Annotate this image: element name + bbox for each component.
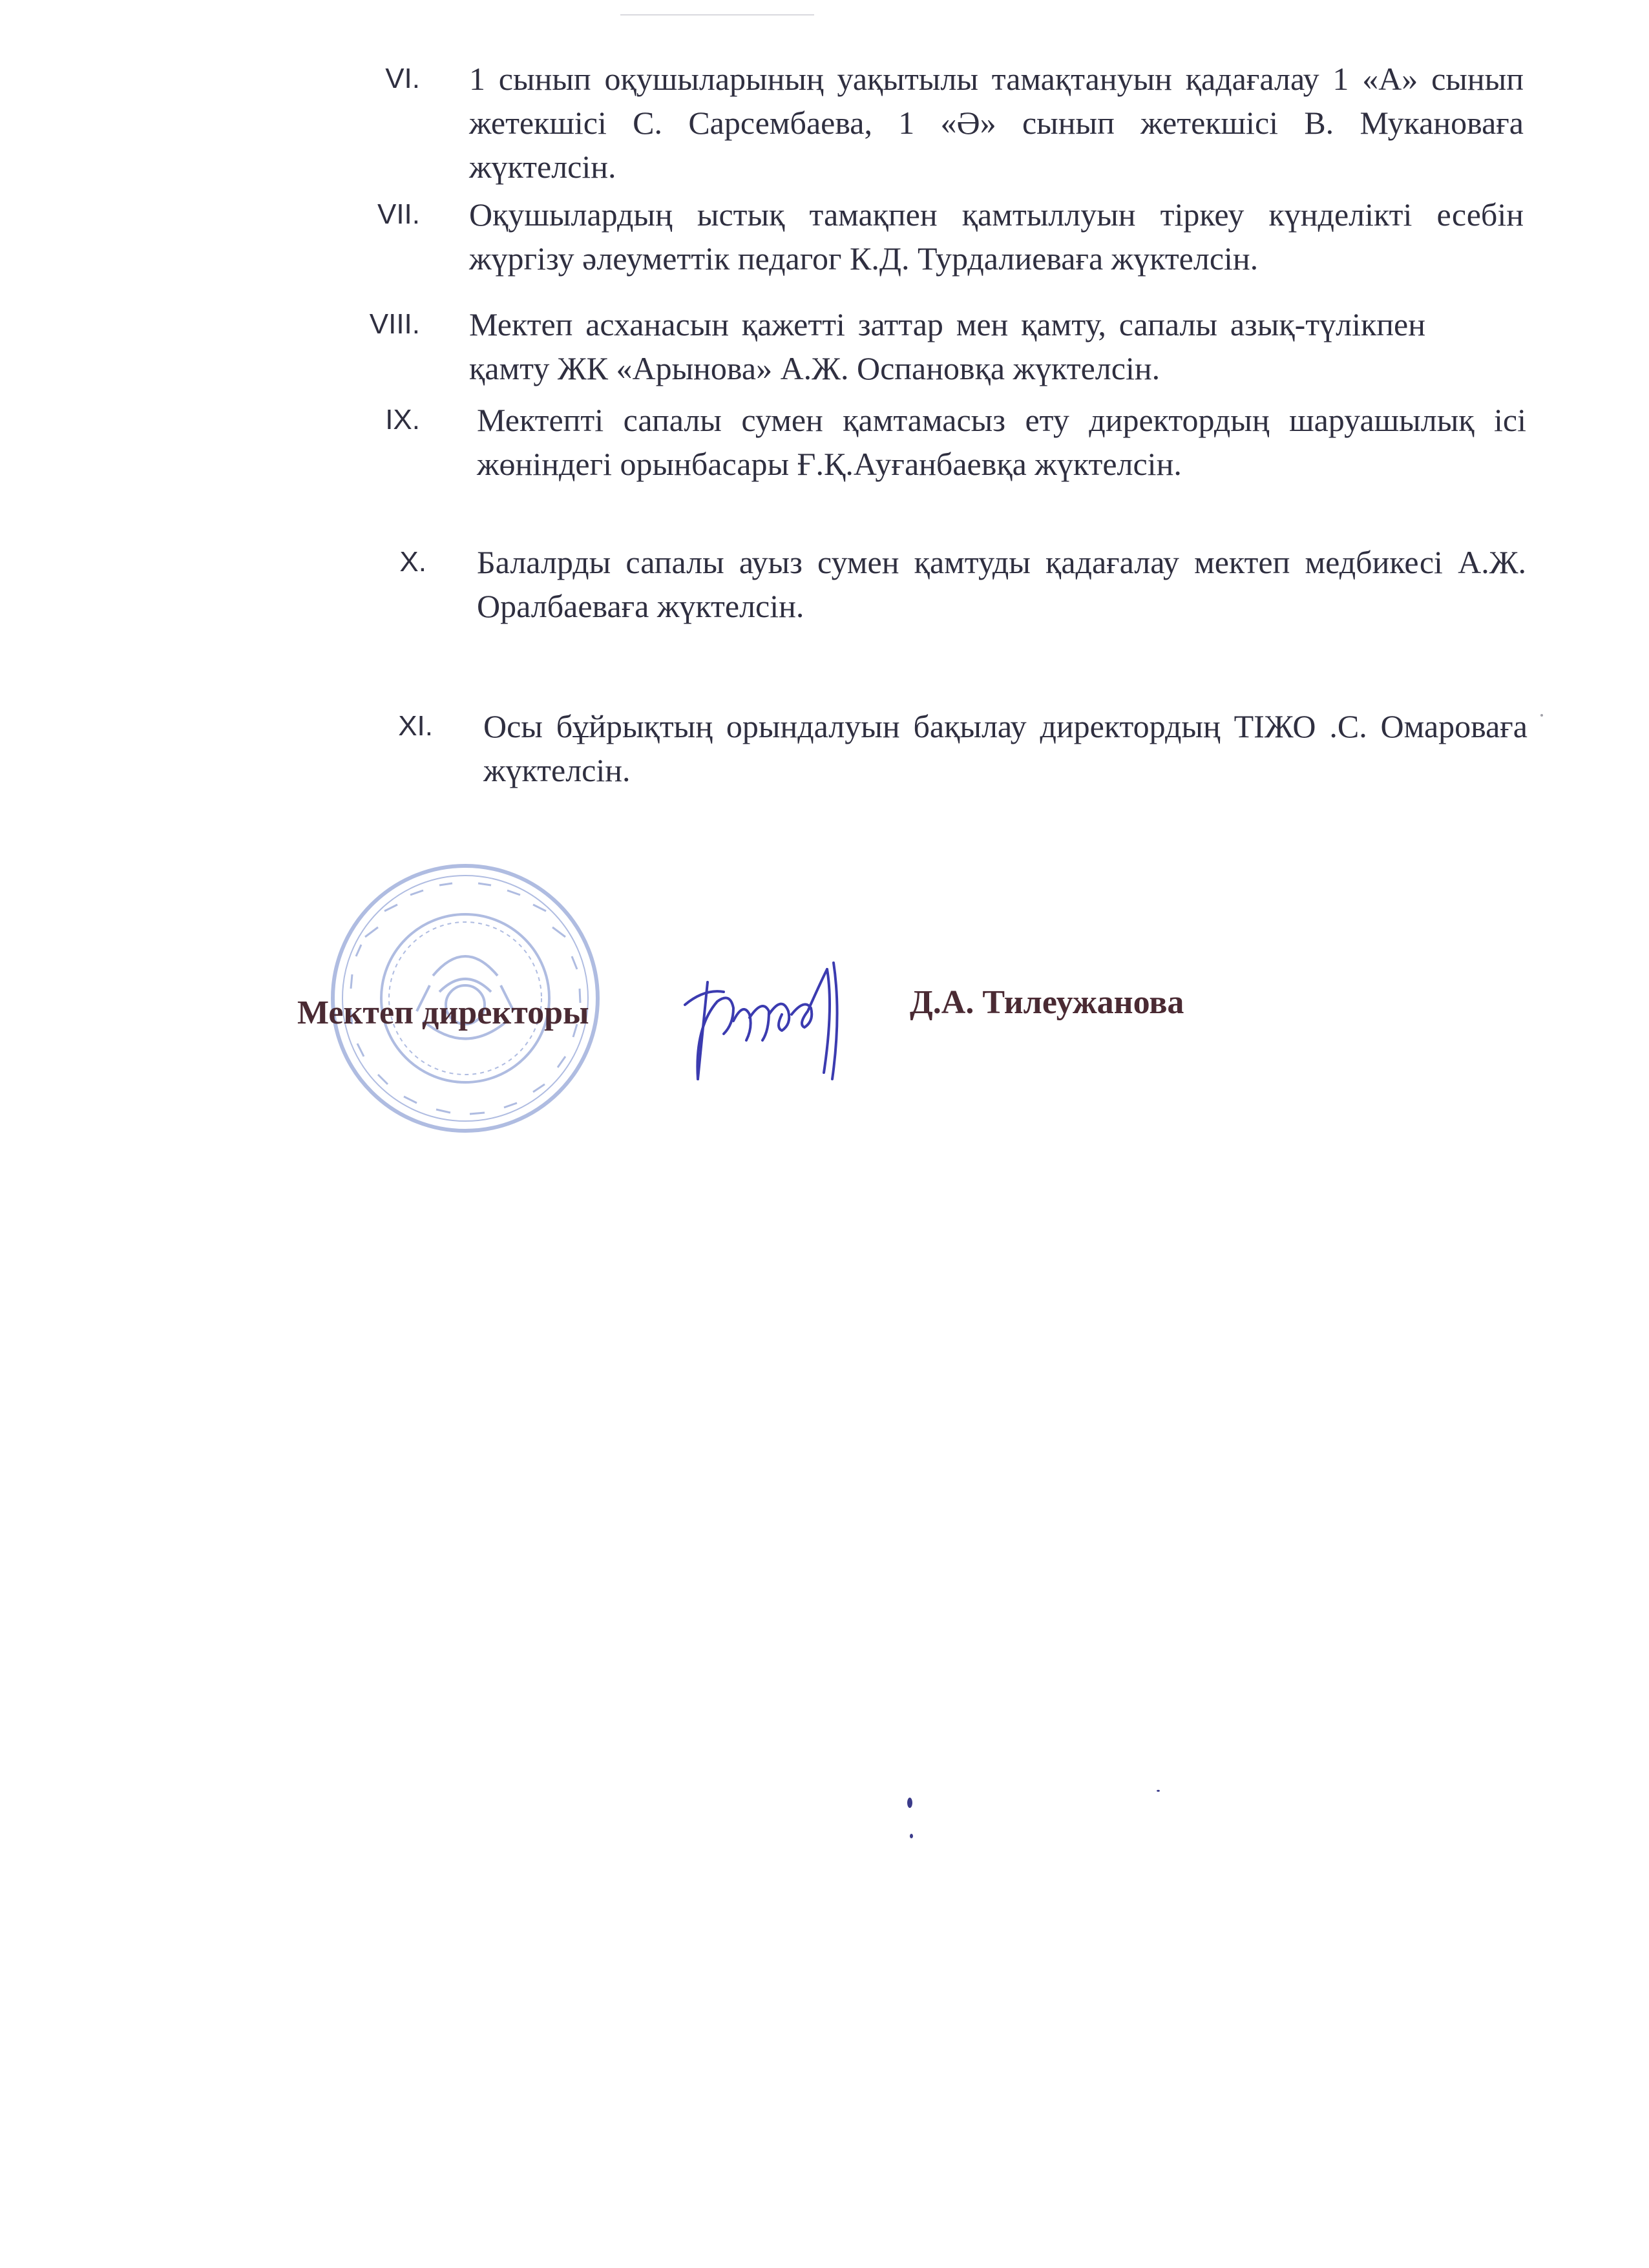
item-numeral: VIII.: [369, 308, 420, 340]
item-numeral: VII.: [377, 198, 420, 230]
item-text: 1 сынып оқушыларының уақытылы тамақтануын қадағалау 1 «А» сынып жетекшісі С. Сарсембаева, 1 «Ә» сынып жетекшісі В. Мукановаға жүктелсін.: [469, 61, 1524, 185]
scan-speck: [907, 1798, 912, 1808]
item-numeral: IX.: [385, 404, 420, 436]
item-numeral: XI.: [398, 710, 433, 742]
director-title: Мектеп директоры: [297, 994, 589, 1031]
item-text: Мектепті сапалы сумен қамтамасыз ету директордың шаруашылық ісі жөніндегі орынбасары Ғ.Қ.Ауғанбаевқа жүктелсін.: [477, 402, 1526, 482]
director-name: Д.А. Тилеужанова: [910, 984, 1184, 1021]
top-border-rule: [620, 14, 814, 16]
item-text: Оқушылардың ыстық тамақпен қамтыллуын тіркеу күнделікті есебін жүргізу әлеуметтік педагог К.Д. Турдалиеваға жүктелсін.: [469, 196, 1524, 277]
scan-speck: [1540, 714, 1543, 717]
handwritten-signature: [672, 943, 866, 1098]
item-numeral: VI.: [385, 63, 420, 94]
item-text: Балалрды сапалы ауыз сумен қамтуды қадағалау мектеп медбикесі А.Ж. Оралбаеваға жүктелсін.: [477, 544, 1526, 624]
item-numeral: X.: [399, 546, 426, 578]
scan-speck: [1157, 1790, 1160, 1792]
item-text: Мектеп асханасын қажетті заттар мен қамту, сапалы азық-түлікпен қамту ЖК «Арынова» А.Ж. Оспановқа жүктелсін.: [469, 306, 1425, 386]
scan-speck: [910, 1834, 913, 1838]
item-text: Осы бұйрықтың орындалуын бақылау директордың ТІЖО .С. Омароваға жүктелсін.: [483, 708, 1528, 788]
